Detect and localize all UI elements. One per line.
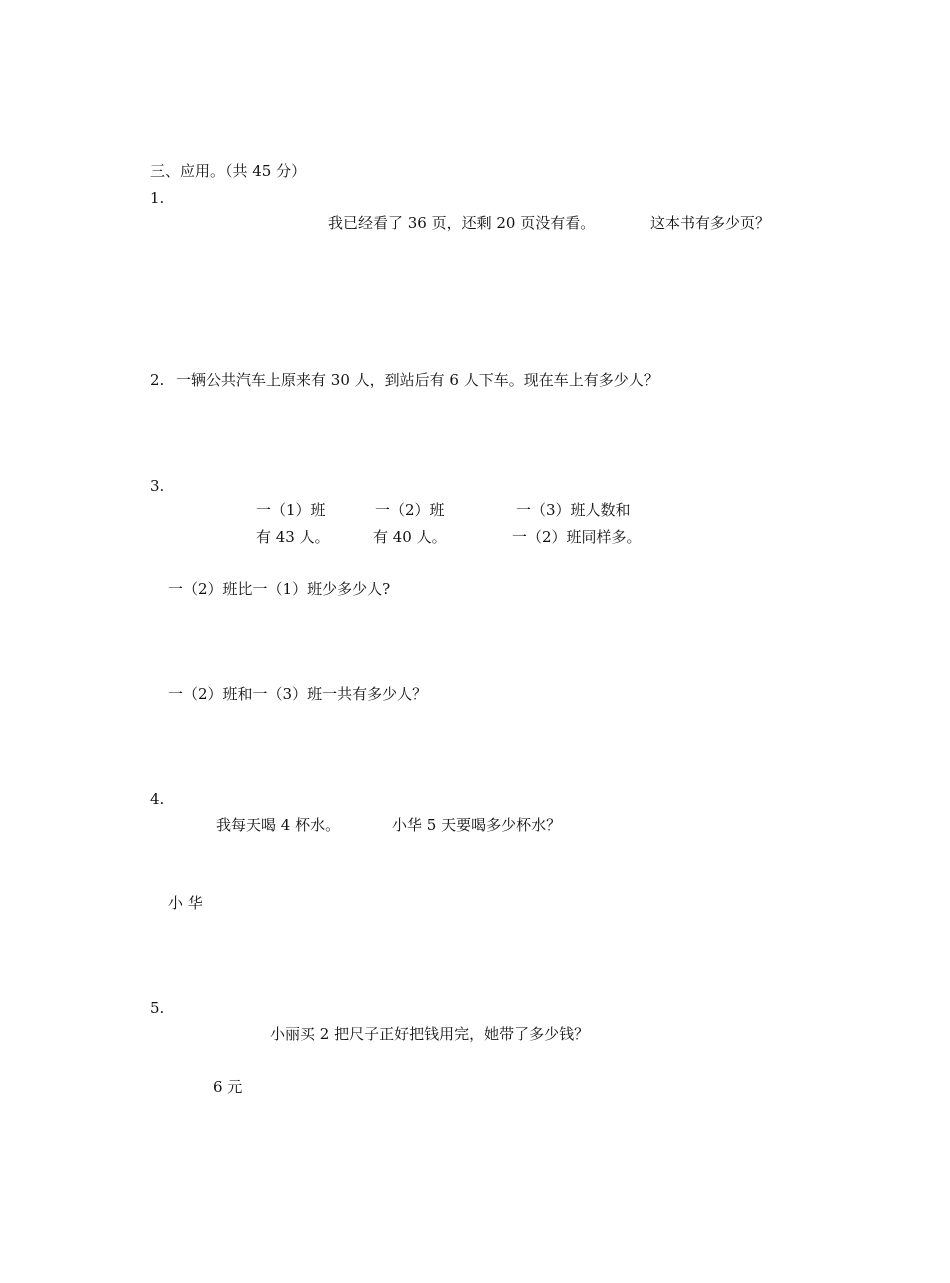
q1-number: 1. bbox=[150, 189, 165, 207]
q1-question: 这本书有多少页？ bbox=[650, 214, 771, 232]
section-heading: 三、应用。（共 45 分） bbox=[150, 162, 307, 180]
q4-name-label: 小 华 bbox=[168, 894, 203, 912]
q4-speech: 我每天喝 4 杯水。 bbox=[216, 816, 341, 834]
q3-class2-line1: 一（2）班 bbox=[375, 501, 445, 519]
q1-speech: 我已经看了 36 页，还剩 20 页没有看。 bbox=[328, 214, 596, 232]
q2-number: 2. bbox=[150, 371, 165, 389]
q3-number: 3. bbox=[150, 477, 165, 495]
q5-price: 6 元 bbox=[213, 1078, 243, 1096]
q2-text: 一辆公共汽车上原来有 30 人，到站后有 6 人下车。现在车上有多少人？ bbox=[176, 371, 659, 389]
q5-number: 5. bbox=[150, 999, 165, 1017]
q3-class1-line2: 有 43 人。 bbox=[256, 528, 330, 546]
q3-class2-line2: 有 40 人。 bbox=[373, 528, 447, 546]
q3-class1-line1: 一（1）班 bbox=[256, 501, 326, 519]
q3-class3-line1: 一（3）班人数和 bbox=[516, 501, 631, 519]
q3-question-a: 一（2）班比一（1）班少多少人? bbox=[168, 580, 391, 598]
q3-question-b: 一（2）班和一（3）班一共有多少人？ bbox=[168, 685, 428, 703]
q5-text: 小丽买 2 把尺子正好把钱用完，她带了多少钱？ bbox=[270, 1025, 590, 1043]
q4-question: 小华 5 天要喝多少杯水？ bbox=[392, 816, 562, 834]
q4-number: 4. bbox=[150, 790, 165, 808]
q3-class3-line2: 一（2）班同样多。 bbox=[512, 528, 642, 546]
